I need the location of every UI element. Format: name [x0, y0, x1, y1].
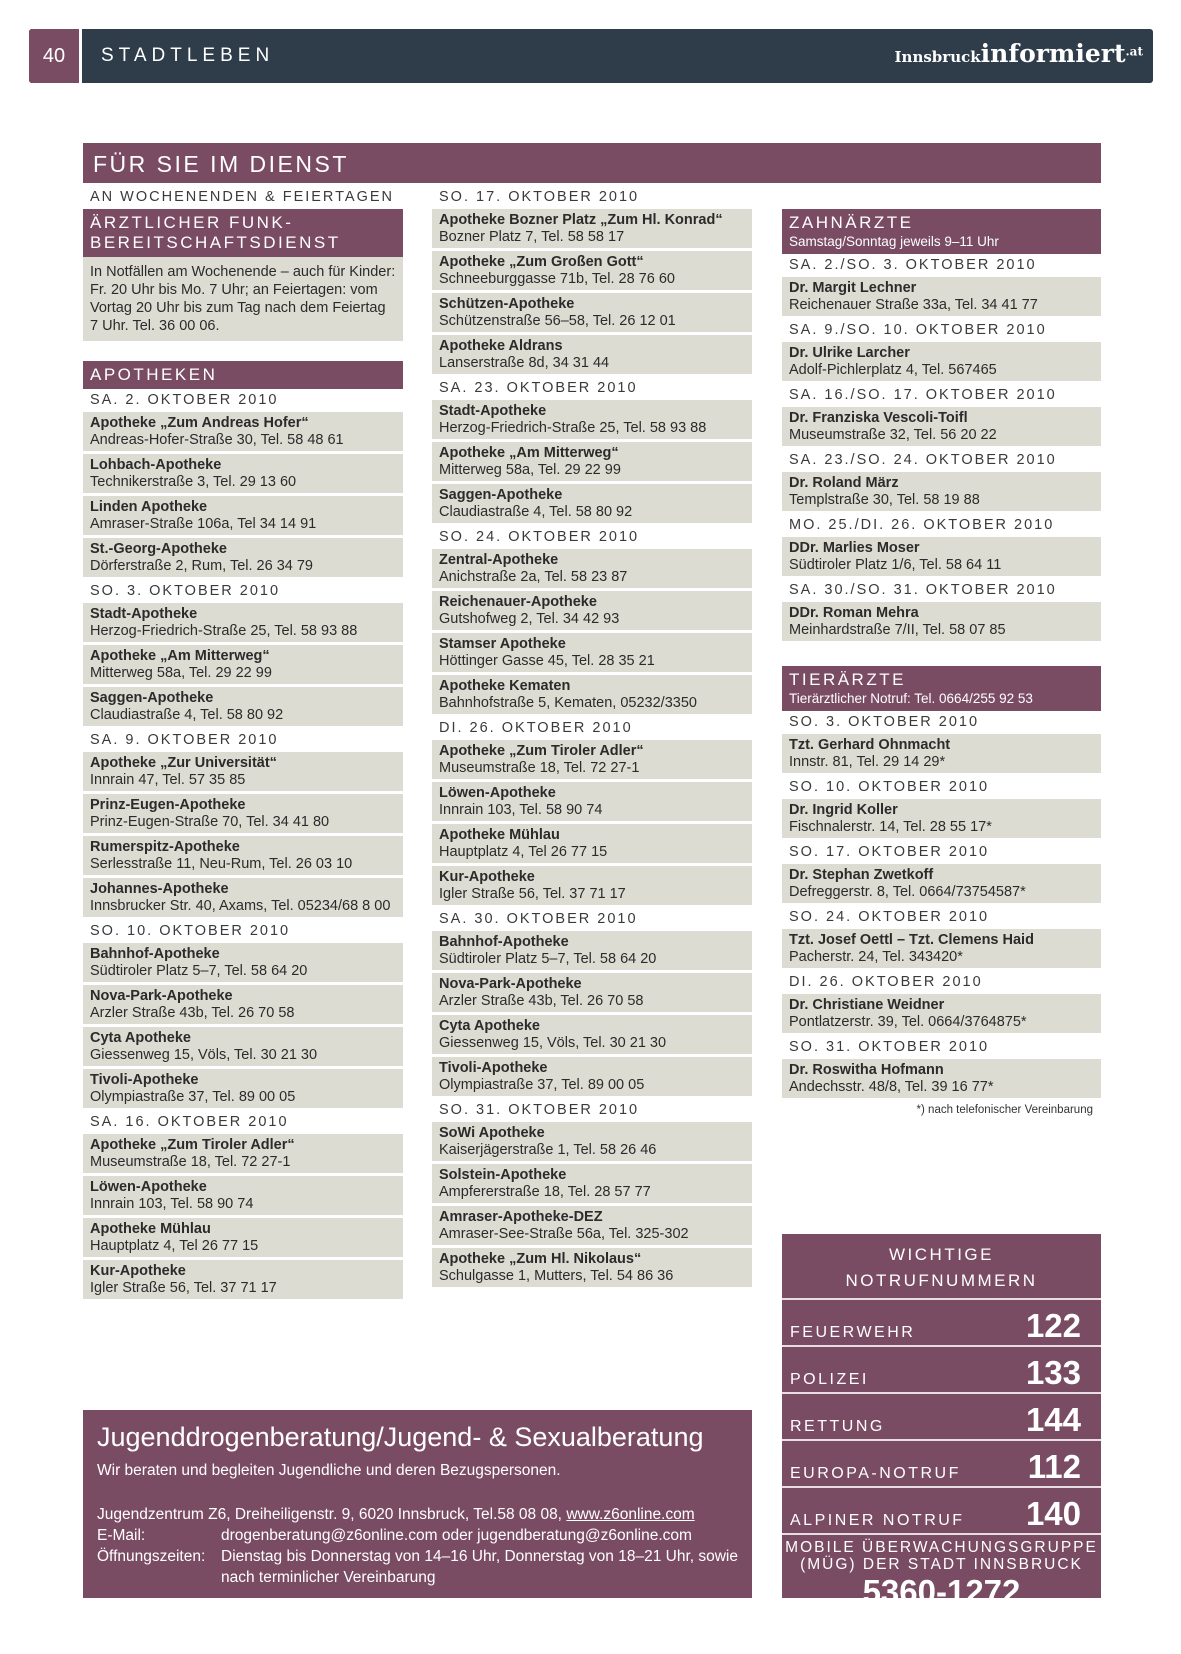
entry-name: Dr. Franziska Vescoli-Toifl: [789, 410, 968, 426]
zahnaerzte-heading: [782, 209, 1101, 254]
column-right: [782, 186, 1101, 1116]
list-item: [83, 878, 403, 917]
youth-subtitle: Wir beraten und begleiten Jugendliche und deren Bezugspersonen.: [97, 1462, 561, 1479]
brand-logo: [895, 39, 1143, 68]
entry-name: Zentral-Apotheke: [439, 552, 559, 568]
brand-prefix: Innsbruck: [894, 48, 981, 66]
entry-name: Bahnhof-Apotheke: [90, 946, 220, 962]
list-item: [83, 1069, 403, 1108]
list-item: [83, 603, 403, 642]
entry-name: Saggen-Apotheke: [90, 690, 214, 706]
entry-name: Lohbach-Apotheke: [90, 457, 222, 473]
date-heading: SA. 2. OKTOBER 2010: [90, 392, 279, 408]
youth-email-label: E-Mail:: [97, 1527, 146, 1544]
list-item: [83, 645, 403, 684]
emergency-number: 140: [1025, 1495, 1081, 1532]
list-item: [432, 1248, 752, 1287]
entry-name: Rumerspitz-Apotheke: [90, 839, 240, 855]
list-item: [782, 929, 1101, 968]
list-item: [83, 836, 403, 875]
entry-name: Dr. Stephan Zwetkoff: [789, 867, 934, 883]
entry-address: Innrain 103, Tel. 58 90 74: [439, 802, 603, 818]
entry-address: Bozner Platz 7, Tel. 58 58 17: [439, 229, 625, 245]
apotheken-list-left: [83, 389, 403, 1299]
youth-contact: [97, 1504, 738, 1588]
apotheken-heading: APOTHEKEN: [83, 361, 403, 389]
entry-address: Andechsstr. 48/8, Tel. 39 16 77*: [789, 1079, 994, 1095]
tieraerzte-list: [782, 711, 1101, 1098]
entry-name: Tzt. Josef Oettl – Tzt. Clemens Haid: [789, 932, 1034, 948]
entry-address: Herzog-Friedrich-Straße 25, Tel. 58 93 88: [439, 420, 707, 436]
entry-name: Apotheke Kematen: [439, 678, 571, 694]
list-item: [432, 1206, 752, 1245]
youth-website-link[interactable]: www.z6online.com: [566, 1506, 695, 1523]
date-heading: SA. 16. OKTOBER 2010: [90, 1114, 289, 1130]
emergency-row: [782, 1345, 1101, 1392]
mueg-number: 5360-1272: [862, 1573, 1021, 1610]
date-heading: SA. 30. OKTOBER 2010: [439, 911, 638, 927]
emergency-row: [782, 1439, 1101, 1486]
emergency-number: 133: [1025, 1354, 1081, 1391]
date-heading: SA. 30./SO. 31. OKTOBER 2010: [789, 582, 1057, 598]
list-item: [782, 994, 1101, 1033]
entry-name: Solstein-Apotheke: [439, 1167, 567, 1183]
youth-title: Jugenddrogenberatung/Jugend- & Sexualberatung: [97, 1422, 704, 1452]
entry-name: Dr. Roswitha Hofmann: [789, 1062, 944, 1078]
entry-name: Dr. Margit Lechner: [789, 280, 917, 296]
entry-address: Anichstraße 2a, Tel. 58 23 87: [439, 569, 628, 585]
emergency-label: EUROPA-NOTRUF: [790, 1465, 961, 1482]
tieraerzte-title: TIERÄRZTE: [789, 670, 906, 689]
list-item: [83, 1176, 403, 1215]
entry-address: Arzler Straße 43b, Tel. 26 70 58: [90, 1005, 295, 1021]
entry-address: Bahnhofstraße 5, Kematen, 05232/3350: [439, 695, 697, 711]
entry-address: Prinz-Eugen-Straße 70, Tel. 34 41 80: [90, 814, 330, 830]
entry-address: Schneeburggasse 71b, Tel. 28 76 60: [439, 271, 675, 287]
list-item: [432, 824, 752, 863]
entry-name: DDr. Roman Mehra: [789, 605, 919, 621]
entry-name: Apotheke „Zur Universität“: [90, 755, 277, 771]
emergency-number: 144: [1025, 1401, 1081, 1438]
date-heading: DI. 26. OKTOBER 2010: [439, 720, 633, 736]
entry-address: Ampfererstraße 18, Tel. 28 57 77: [439, 1184, 651, 1200]
youth-email-row: [97, 1525, 738, 1546]
entry-address: Giessenweg 15, Völs, Tel. 30 21 30: [439, 1035, 667, 1051]
emergency-numbers-box: [782, 1234, 1101, 1610]
entry-address: Innrain 103, Tel. 58 90 74: [90, 1196, 254, 1212]
entry-name: Tivoli-Apotheke: [90, 1072, 199, 1088]
entry-address: Claudiastraße 4, Tel. 58 80 92: [90, 707, 284, 723]
list-item: [782, 734, 1101, 773]
entry-address: Gutshofweg 2, Tel. 34 42 93: [439, 611, 620, 627]
date-heading: SO. 17. OKTOBER 2010: [439, 189, 640, 205]
list-item: [432, 209, 752, 248]
mueg-block: [782, 1533, 1101, 1611]
entry-name: Apotheke Bozner Platz „Zum Hl. Konrad“: [439, 212, 723, 228]
entry-address: Amraser-See-Straße 56a, Tel. 325-302: [439, 1226, 689, 1242]
youth-address-line: [97, 1504, 738, 1525]
entry-name: Nova-Park-Apotheke: [439, 976, 582, 992]
entry-address: Andreas-Hofer-Straße 30, Tel. 58 48 61: [90, 432, 344, 448]
funk-heading: ÄRZTLICHER FUNK-BEREITSCHAFTSDIENST: [83, 209, 403, 257]
entry-name: SoWi Apotheke: [439, 1125, 545, 1141]
entry-address: Pacherstr. 24, Tel. 343420*: [789, 949, 963, 965]
entry-address: Technikerstraße 3, Tel. 29 13 60: [90, 474, 297, 490]
list-item: [432, 740, 752, 779]
entry-name: St.-Georg-Apotheke: [90, 541, 227, 557]
mueg-line2: (MÜG) DER STADT INNSBRUCK: [800, 1556, 1083, 1573]
entry-name: Apotheke Aldrans: [439, 338, 563, 354]
list-item: [432, 1122, 752, 1161]
list-item: [782, 407, 1101, 446]
spacer: [782, 644, 1101, 666]
list-item: [83, 538, 403, 577]
entry-address: Adolf-Pichlerplatz 4, Tel. 567465: [789, 362, 997, 378]
list-item: [432, 251, 752, 290]
list-item: [83, 752, 403, 791]
zahnaerzte-subtitle: Samstag/Sonntag jeweils 9–11 Uhr: [789, 234, 999, 249]
entry-address: Museumstraße 18, Tel. 72 27-1: [439, 760, 640, 776]
entry-name: Apotheke Mühlau: [90, 1221, 211, 1237]
emergency-title-line1: WICHTIGE: [889, 1245, 994, 1264]
entry-address: Mitterweg 58a, Tel. 29 22 99: [439, 462, 621, 478]
entry-name: Tivoli-Apotheke: [439, 1060, 548, 1076]
page-title: FÜR SIE IM DIENST: [83, 143, 1101, 183]
zahnaerzte-list: [782, 254, 1101, 641]
entry-address: Olympiastraße 37, Tel. 89 00 05: [439, 1077, 645, 1093]
list-item: [432, 591, 752, 630]
entry-name: Löwen-Apotheke: [439, 785, 556, 801]
zahnaerzte-title: ZAHNÄRZTE: [789, 213, 914, 232]
youth-hours-row: [97, 1546, 738, 1588]
entry-name: Cyta Apotheke: [90, 1030, 191, 1046]
entry-name: Löwen-Apotheke: [90, 1179, 207, 1195]
list-item: [83, 687, 403, 726]
mueg-line1: MOBILE ÜBERWACHUNGSGRUPPE: [785, 1539, 1098, 1556]
emergency-title: [782, 1234, 1101, 1298]
list-item: [83, 1027, 403, 1066]
entry-address: Templstraße 30, Tel. 58 19 88: [789, 492, 980, 508]
date-heading: SO. 31. OKTOBER 2010: [439, 1102, 640, 1118]
entry-name: Kur-Apotheke: [90, 1263, 186, 1279]
list-item: [782, 602, 1101, 641]
entry-name: Apotheke „Zum Andreas Hofer“: [90, 415, 309, 431]
emergency-row: [782, 1392, 1101, 1439]
list-item: [432, 973, 752, 1012]
column-left: [83, 186, 403, 1302]
entry-address: Reichenauer Straße 33a, Tel. 34 41 77: [789, 297, 1038, 313]
entry-name: Johannes-Apotheke: [90, 881, 229, 897]
entry-name: Dr. Ulrike Larcher: [789, 345, 910, 361]
entry-name: Stadt-Apotheke: [439, 403, 547, 419]
date-heading: DI. 26. OKTOBER 2010: [789, 974, 983, 990]
entry-name: Apotheke Mühlau: [439, 827, 560, 843]
entry-address: Museumstraße 32, Tel. 56 20 22: [789, 427, 997, 443]
entry-name: Linden Apotheke: [90, 499, 208, 515]
page-number-divider: [79, 29, 82, 83]
entry-address: Höttinger Gasse 45, Tel. 28 35 21: [439, 653, 655, 669]
date-heading: SA. 9./SO. 10. OKTOBER 2010: [789, 322, 1047, 338]
date-heading: SA. 23. OKTOBER 2010: [439, 380, 638, 396]
entry-name: Apotheke „Zum Großen Gott“: [439, 254, 644, 270]
tieraerzte-subtitle: Tierärztlicher Notruf: Tel. 0664/255 92 53: [789, 691, 1033, 706]
column-middle: [432, 186, 752, 1290]
tieraerzte-heading: [782, 666, 1101, 711]
youth-email: drogenberatung@z6online.com oder jugendberatung@z6online.com: [221, 1527, 692, 1544]
list-item: [83, 1218, 403, 1257]
section-name: STADTLEBEN: [101, 45, 275, 66]
list-item: [83, 943, 403, 982]
entry-address: Igler Straße 56, Tel. 37 71 17: [90, 1280, 277, 1296]
brand-main: informiert: [980, 39, 1126, 68]
entry-address: Innrain 47, Tel. 57 35 85: [90, 772, 246, 788]
brand-suffix: .at: [1125, 44, 1143, 59]
list-item: [432, 293, 752, 332]
entry-address: Serlesstraße 11, Neu-Rum, Tel. 26 03 10: [90, 856, 353, 872]
spacer: [83, 341, 403, 361]
emergency-number: 112: [1027, 1448, 1081, 1485]
entry-address: Pontlatzerstr. 39, Tel. 0664/3764875*: [789, 1014, 1027, 1030]
weekend-subtitle: AN WOCHENENDEN & FEIERTAGEN: [90, 189, 395, 205]
entry-name: Apotheke „Am Mitterweg“: [90, 648, 270, 664]
list-item: [782, 537, 1101, 576]
entry-name: Amraser-Apotheke-DEZ: [439, 1209, 603, 1225]
entry-name: Prinz-Eugen-Apotheke: [90, 797, 246, 813]
list-item: [83, 412, 403, 451]
list-item: [83, 985, 403, 1024]
entry-address: Kaiserjägerstraße 1, Tel. 58 26 46: [439, 1142, 657, 1158]
entry-address: Fischnalerstr. 14, Tel. 28 55 17*: [789, 819, 992, 835]
emergency-label: FEUERWEHR: [790, 1324, 916, 1341]
youth-counseling-box: [83, 1410, 752, 1598]
entry-name: Dr. Roland März: [789, 475, 899, 491]
entry-address: Olympiastraße 37, Tel. 89 00 05: [90, 1089, 296, 1105]
date-heading: SA. 9. OKTOBER 2010: [90, 732, 279, 748]
list-item: [782, 864, 1101, 903]
entry-address: Lanserstraße 8d, 34 31 44: [439, 355, 610, 371]
entry-address: Innsbrucker Str. 40, Axams, Tel. 05234/68 8 00: [90, 898, 391, 914]
entry-name: Bahnhof-Apotheke: [439, 934, 569, 950]
entry-address: Arzler Straße 43b, Tel. 26 70 58: [439, 993, 644, 1009]
list-item: [782, 472, 1101, 511]
youth-address: Jugendzentrum Z6, Dreiheiligenstr. 9, 6020 Innsbruck, Tel.58 08 08,: [97, 1506, 567, 1523]
date-heading: SA. 2./SO. 3. OKTOBER 2010: [789, 257, 1037, 273]
list-item: [83, 1134, 403, 1173]
date-heading: SO. 24. OKTOBER 2010: [789, 909, 990, 925]
entry-address: Schulgasse 1, Mutters, Tel. 54 86 36: [439, 1268, 674, 1284]
emergency-label: RETTUNG: [790, 1418, 885, 1435]
header-bar: [29, 29, 1153, 83]
entry-name: Dr. Christiane Weidner: [789, 997, 945, 1013]
date-heading: SO. 3. OKTOBER 2010: [90, 583, 281, 599]
spacer: [782, 186, 1101, 209]
list-item: [432, 866, 752, 905]
list-item: [432, 1015, 752, 1054]
list-item: [432, 1164, 752, 1203]
list-item: [432, 931, 752, 970]
list-item: [782, 799, 1101, 838]
list-item: [432, 484, 752, 523]
entry-name: Nova-Park-Apotheke: [90, 988, 233, 1004]
entry-address: Südtiroler Platz 1/6, Tel. 58 64 11: [789, 557, 1002, 573]
list-item: [782, 342, 1101, 381]
list-item: [83, 794, 403, 833]
entry-name: Saggen-Apotheke: [439, 487, 563, 503]
date-heading: SO. 17. OKTOBER 2010: [789, 844, 990, 860]
entry-name: Schützen-Apotheke: [439, 296, 575, 312]
date-heading: SA. 16./SO. 17. OKTOBER 2010: [789, 387, 1057, 403]
entry-address: Mitterweg 58a, Tel. 29 22 99: [90, 665, 272, 681]
youth-hours: Dienstag bis Donnerstag von 14–16 Uhr, Donnerstag von 18–21 Uhr, sowie nach terminlicher Vereinbarung: [221, 1548, 738, 1586]
date-heading: SA. 23./SO. 24. OKTOBER 2010: [789, 452, 1057, 468]
entry-name: Cyta Apotheke: [439, 1018, 540, 1034]
entry-name: Tzt. Gerhard Ohnmacht: [789, 737, 951, 753]
list-item: [432, 675, 752, 714]
entry-name: Reichenauer-Apotheke: [439, 594, 597, 610]
list-item: [432, 400, 752, 439]
list-item: [83, 1260, 403, 1299]
entry-address: Igler Straße 56, Tel. 37 71 17: [439, 886, 626, 902]
entry-address: Südtiroler Platz 5–7, Tel. 58 64 20: [90, 963, 308, 979]
list-item: [782, 277, 1101, 316]
apotheken-list-middle: [432, 186, 752, 1287]
entry-address: Innstr. 81, Tel. 29 14 29*: [789, 754, 946, 770]
date-heading: SO. 31. OKTOBER 2010: [789, 1039, 990, 1055]
date-heading: SO. 10. OKTOBER 2010: [789, 779, 990, 795]
list-item: [432, 442, 752, 481]
list-item: [782, 1059, 1101, 1098]
entry-name: Stadt-Apotheke: [90, 606, 198, 622]
list-item: [83, 496, 403, 535]
entry-address: Meinhardstraße 7/II, Tel. 58 07 85: [789, 622, 1006, 638]
date-heading: SO. 10. OKTOBER 2010: [90, 923, 291, 939]
funk-text: In Notfällen am Wochenende – auch für Kinder: Fr. 20 Uhr bis Mo. 7 Uhr; an Feiertagen: vom Vortag 20 Uhr bis zum Tag nach dem Feiertag 7 Uhr. Tel. 36 00 06.: [83, 257, 403, 341]
entry-name: Apotheke „Am Mitterweg“: [439, 445, 619, 461]
entry-name: Apotheke „Zum Hl. Nikolaus“: [439, 1251, 642, 1267]
entry-address: Schützenstraße 56–58, Tel. 26 12 01: [439, 313, 676, 329]
entry-address: Herzog-Friedrich-Straße 25, Tel. 58 93 88: [90, 623, 358, 639]
list-item: [432, 1057, 752, 1096]
entry-address: Defreggerstr. 8, Tel. 0664/73754587*: [789, 884, 1026, 900]
entry-address: Dörferstraße 2, Rum, Tel. 26 34 79: [90, 558, 313, 574]
emergency-title-line2: NOTRUFNUMMERN: [845, 1271, 1038, 1290]
page-number: 40: [29, 29, 79, 83]
list-item: [432, 549, 752, 588]
list-item: [432, 633, 752, 672]
date-heading: MO. 25./DI. 26. OKTOBER 2010: [789, 517, 1055, 533]
list-item: [83, 454, 403, 493]
entry-name: Stamser Apotheke: [439, 636, 566, 652]
entry-name: Kur-Apotheke: [439, 869, 535, 885]
emergency-number: 122: [1025, 1307, 1081, 1344]
entry-address: Südtiroler Platz 5–7, Tel. 58 64 20: [439, 951, 657, 967]
date-heading: SO. 3. OKTOBER 2010: [789, 714, 980, 730]
footnote: *) nach telefonischer Vereinbarung: [916, 1104, 1093, 1116]
emergency-row: [782, 1486, 1101, 1533]
emergency-row: [782, 1298, 1101, 1345]
entry-name: DDr. Marlies Moser: [789, 540, 920, 556]
entry-address: Museumstraße 18, Tel. 72 27-1: [90, 1154, 291, 1170]
emergency-label: POLIZEI: [790, 1371, 869, 1388]
list-item: [432, 335, 752, 374]
entry-name: Dr. Ingrid Koller: [789, 802, 898, 818]
entry-address: Giessenweg 15, Völs, Tel. 30 21 30: [90, 1047, 318, 1063]
entry-address: Hauptplatz 4, Tel 26 77 15: [90, 1238, 259, 1254]
entry-name: Apotheke „Zum Tiroler Adler“: [439, 743, 644, 759]
emergency-label: ALPINER NOTRUF: [790, 1512, 965, 1529]
youth-hours-label: Öffnungszeiten:: [97, 1548, 206, 1565]
entry-name: Apotheke „Zum Tiroler Adler“: [90, 1137, 295, 1153]
entry-address: Hauptplatz 4, Tel 26 77 15: [439, 844, 608, 860]
list-item: [432, 782, 752, 821]
entry-address: Amraser-Straße 106a, Tel 34 14 91: [90, 516, 317, 532]
entry-address: Claudiastraße 4, Tel. 58 80 92: [439, 504, 633, 520]
date-heading: SO. 24. OKTOBER 2010: [439, 529, 640, 545]
